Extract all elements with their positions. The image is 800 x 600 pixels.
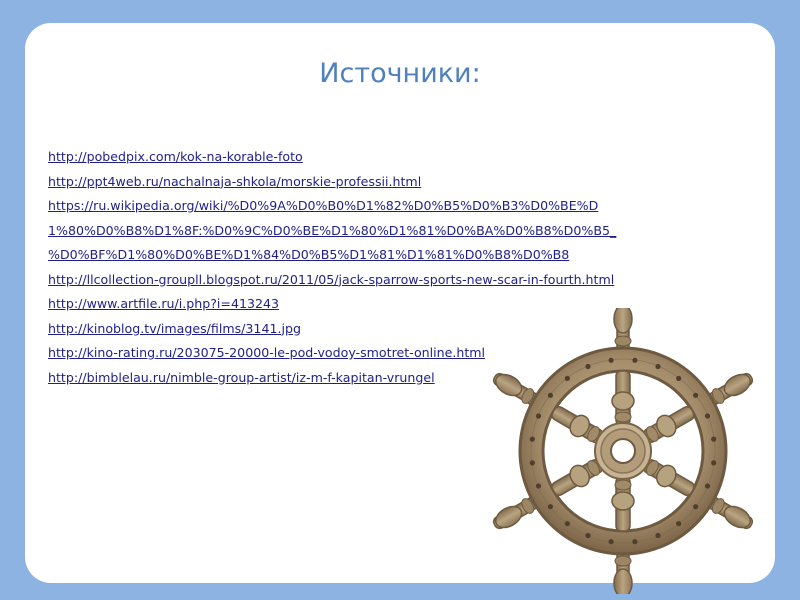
wheel-rivet [609, 539, 614, 544]
page-title: Источники: [319, 58, 481, 89]
wheel-rivet [676, 376, 681, 381]
wheel-rivet [655, 364, 660, 369]
wheel-rivet [530, 460, 535, 465]
wheel-rivet [530, 437, 535, 442]
ship-wheel-icon [468, 308, 778, 594]
wheel-rivet [705, 483, 710, 488]
wheel-rivet [565, 376, 570, 381]
wheel-rivet [705, 413, 710, 418]
source-link[interactable]: http://ppt4web.ru/nachalnaja-shkola/morskie-professii.html [48, 173, 422, 189]
wheel-rivet [585, 364, 590, 369]
wheel-handle [614, 549, 632, 594]
wheel-rivet [655, 533, 660, 538]
wheel-rivet [711, 437, 716, 442]
source-link[interactable]: http://kino-rating.ru/203075-20000-le-pod-vodoy-smotret-online.html [48, 345, 486, 360]
wheel-rivet [609, 358, 614, 363]
source-link[interactable]: http://kinoblog.tv/images/films/3141.jpg [48, 320, 301, 336]
wheel-rivet [548, 393, 553, 398]
wheel-rivet [565, 521, 570, 526]
wheel-rivet [693, 504, 698, 509]
wheel-rivet [676, 521, 681, 526]
source-link[interactable]: %D0%BF%D1%80%D0%BE%D1%84%D0%B5%D1%81%D1%81%D0%B8%D0%B8 [48, 247, 570, 262]
source-link[interactable]: http://pobedpix.com/kok-na-korable-foto [48, 149, 303, 164]
wheel-spoke [612, 477, 634, 531]
wheel-rivet [585, 533, 590, 538]
wheel-handle [614, 308, 632, 353]
wheel-rivet [632, 358, 637, 363]
wheel-rivet [536, 413, 541, 418]
wheel-rivet [632, 539, 637, 544]
source-link[interactable]: https://ru.wikipedia.org/wiki/%D0%9A%D0%B0%D1%82%D0%B5%D0%B3%D0%BE%D [48, 198, 599, 213]
source-link[interactable]: 1%80%D0%B8%D1%8F:%D0%9C%D0%BE%D1%80%D1%81%D0%BA%D0%B8%D0%B5_ [48, 222, 617, 238]
wheel-spoke [612, 371, 634, 425]
wheel-rivet [548, 504, 553, 509]
source-link[interactable]: http://www.artfile.ru/i.php?i=413243 [48, 296, 280, 311]
wheel-rivet [693, 393, 698, 398]
wheel-rivet [711, 460, 716, 465]
source-link[interactable]: http://llcollection-groupll.blogspot.ru/2011/05/jack-sparrow-sports-new-scar-in-fourth.html [48, 271, 615, 287]
wheel-rivet [536, 483, 541, 488]
source-link[interactable]: http://bimblelau.ru/nimble-group-artist/iz-m-f-kapitan-vrungel [48, 369, 435, 385]
